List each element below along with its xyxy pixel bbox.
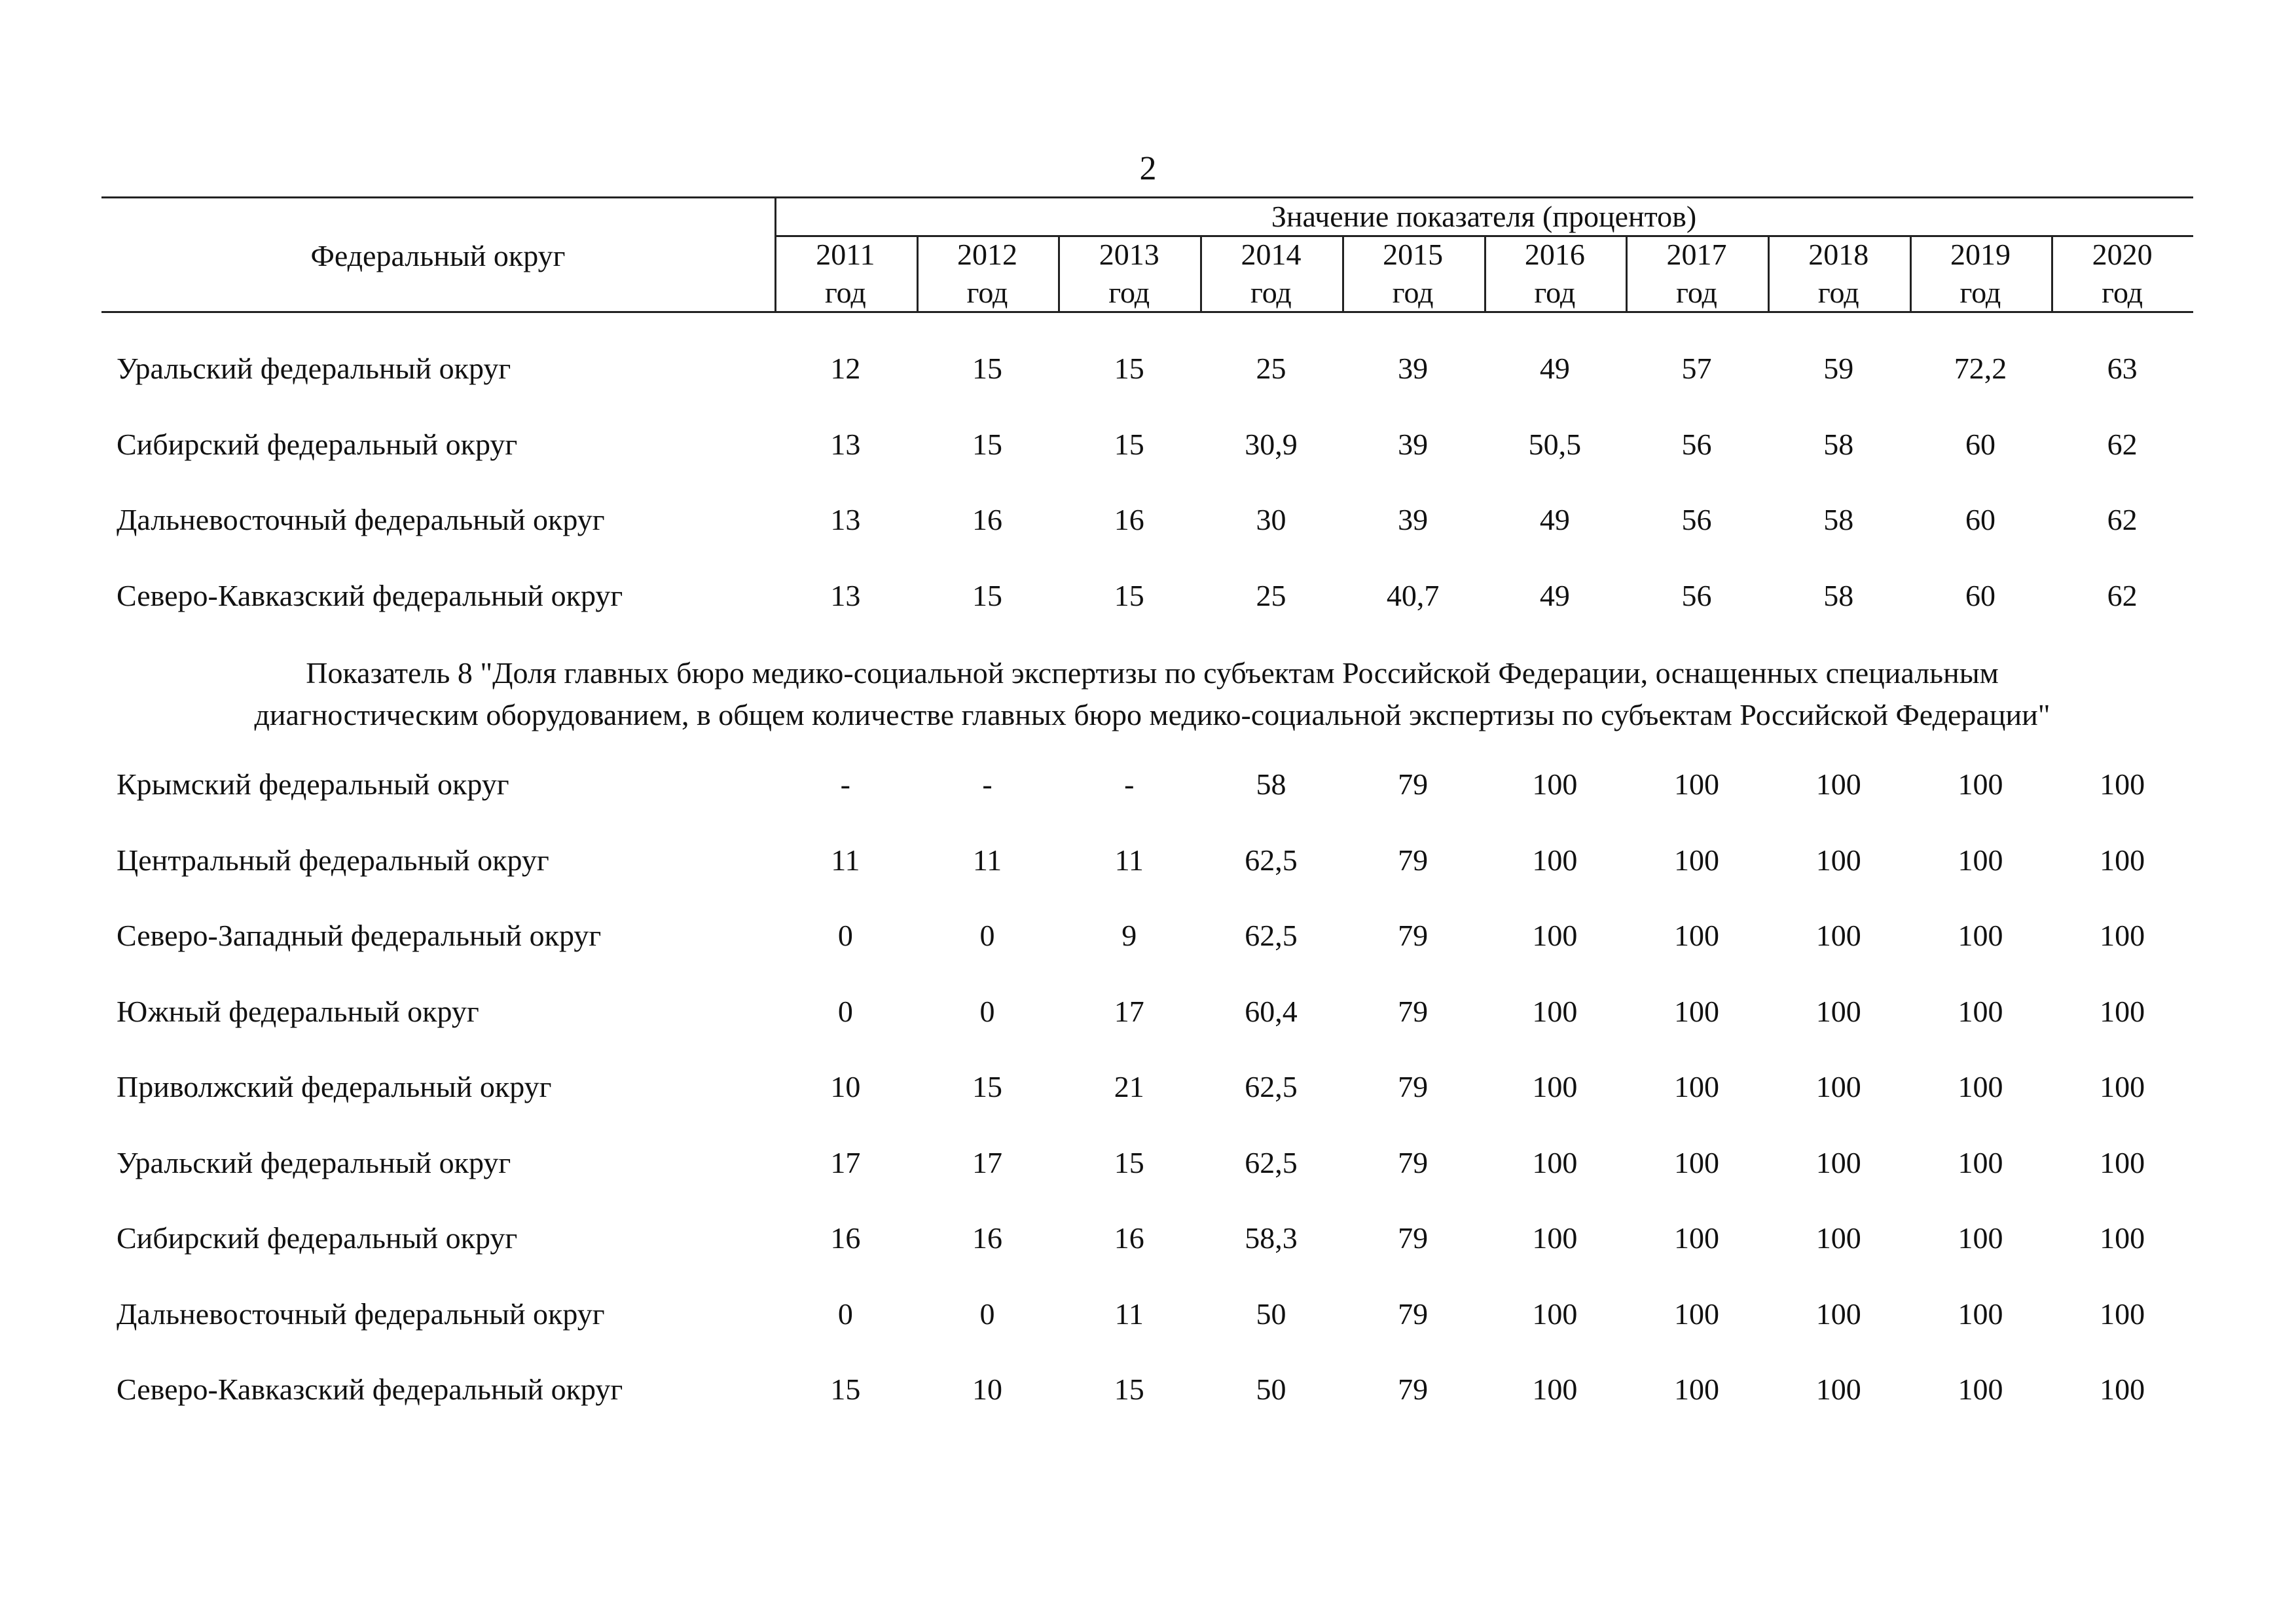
value-cell: 60,4 [1245,994,1298,1028]
table-row [0,1067,2296,1107]
value-cell: 11 [1114,843,1144,877]
value-cell: 79 [1398,843,1429,877]
value-cell: 30 [1256,503,1286,536]
value-cell: 59 [1823,352,1854,385]
value-cell: 39 [1398,503,1429,536]
district-name: Дальневосточный федеральный округ [117,1297,605,1331]
value-cell: 11 [1114,1297,1144,1331]
value-cell: 17 [830,1145,861,1179]
value-cell: 11 [831,843,860,877]
value-cell: 10 [972,1373,1003,1406]
value-cell: 100 [1674,767,1720,801]
value-cell: 39 [1398,427,1429,461]
year-column-divider [917,235,919,313]
value-cell: 15 [972,352,1003,385]
year-column-divider [1484,235,1486,313]
value-cell: 13 [830,427,861,461]
table-row [0,349,2296,388]
value-cell: - [1124,767,1135,801]
table-row [0,916,2296,955]
value-cell: 0 [979,919,995,952]
value-cell: 62,5 [1245,919,1298,952]
value-cell: 100 [1532,994,1578,1028]
value-cell: 15 [972,1070,1003,1103]
value-cell: 100 [1532,1373,1578,1406]
value-cell: 100 [1674,1145,1720,1179]
year-column-header [2051,236,2193,313]
table-row [0,500,2296,540]
value-cell: 100 [2100,1373,2145,1406]
value-cell: 0 [837,1297,853,1331]
year-unit-label: год [1959,276,2001,309]
value-cell: 100 [2100,919,2145,952]
district-name: Сибирский федеральный округ [117,427,518,461]
table-row [0,425,2296,464]
district-name: Северо-Кавказский федеральный округ [117,1373,623,1406]
value-cell: 79 [1398,994,1429,1028]
value-cell: 60 [1965,578,1995,612]
table-row [0,765,2296,804]
year-label: 2011 [816,238,875,271]
year-unit-label: год [824,276,866,309]
table-row [0,992,2296,1031]
value-cell: 100 [1958,1297,2003,1331]
district-name: Северо-Западный федеральный округ [117,919,602,952]
year-column-divider [1058,235,1060,313]
value-cell: 100 [1958,1373,2003,1406]
district-name: Сибирский федеральный округ [117,1221,518,1255]
value-cell: 15 [972,578,1003,612]
value-cell: 62,5 [1245,1070,1298,1103]
year-column-divider [1200,235,1202,313]
value-cell: 15 [972,427,1003,461]
value-cell: 100 [1674,1297,1720,1331]
value-cell: 17 [1114,994,1144,1028]
value-cell: 0 [837,919,853,952]
district-name: Центральный федеральный округ [117,843,549,877]
page-number: 2 [1139,150,1157,187]
value-cell: 9 [1121,919,1137,952]
year-column-header [1484,236,1626,313]
value-cell: 100 [2100,767,2145,801]
year-unit-label: год [1392,276,1434,309]
value-cell: 100 [1815,1145,1861,1179]
value-cell: 100 [2100,994,2145,1028]
value-cell: 100 [1674,843,1720,877]
value-cell: 56 [1681,578,1712,612]
year-column-divider [2051,235,2053,313]
value-cell: 50,5 [1528,427,1582,461]
year-column-header [1910,236,2052,313]
table-row [0,576,2296,616]
value-cell: 25 [1256,352,1286,385]
table-row [0,1143,2296,1183]
value-cell: 58,3 [1245,1221,1298,1255]
value-cell: 15 [1114,1145,1144,1179]
value-cell: 100 [2100,843,2145,877]
district-name: Уральский федеральный округ [117,1145,511,1179]
value-cell: 100 [1815,1373,1861,1406]
value-cell: 100 [2100,1221,2145,1255]
year-label: 2018 [1808,238,1869,271]
value-cell: 79 [1398,1145,1429,1179]
year-column-header [1342,236,1484,313]
year-column-header [1200,236,1342,313]
value-cell: 57 [1681,352,1712,385]
value-cell: 79 [1398,767,1429,801]
value-cell: 79 [1398,1373,1429,1406]
value-cell: 100 [1958,919,2003,952]
value-cell: 100 [1958,767,2003,801]
value-cell: 100 [2100,1145,2145,1179]
value-cell: 100 [1532,919,1578,952]
value-cell: 0 [979,994,995,1028]
year-label: 2014 [1241,238,1302,271]
table-row [0,1295,2296,1334]
value-cell: 56 [1681,503,1712,536]
value-cell: 100 [1815,1221,1861,1255]
value-cell: 100 [1532,767,1578,801]
value-cell: 49 [1539,578,1570,612]
value-cell: 50 [1256,1297,1286,1331]
year-column-header [1768,236,1910,313]
value-cell: 79 [1398,1070,1429,1103]
year-unit-label: год [1250,276,1292,309]
value-cell: 100 [1958,1145,2003,1179]
value-cell: 100 [2100,1070,2145,1103]
value-cell: 62,5 [1245,1145,1298,1179]
year-unit-label: год [1817,276,1859,309]
year-label: 2016 [1524,238,1585,271]
value-cell: 79 [1398,919,1429,952]
value-cell: 0 [837,994,853,1028]
year-column-header [774,236,917,313]
year-column-divider [1768,235,1770,313]
year-column-header [1626,236,1768,313]
indicator-8-title [105,652,2200,736]
value-cell: 58 [1256,767,1286,801]
year-label: 2015 [1383,238,1444,271]
value-cell: 100 [1532,1145,1578,1179]
indicator-8-title-line-2: диагностическим оборудованием, в общем количестве главных бюро медико-социальной экспертизы по субъектам Российской Федерации" [254,698,2050,731]
value-cell: 100 [1674,1070,1720,1103]
value-cell: 100 [1815,767,1861,801]
district-name: Уральский федеральный округ [117,352,511,385]
value-cell: - [840,767,850,801]
value-cell: 15 [1114,578,1144,612]
year-unit-label: год [1676,276,1717,309]
district-name: Северо-Кавказский федеральный округ [117,578,623,612]
year-column-divider [1910,235,1912,313]
value-cell: 79 [1398,1221,1429,1255]
district-name: Приволжский федеральный округ [117,1070,552,1103]
value-cell: 50 [1256,1373,1286,1406]
value-cell: 100 [1815,919,1861,952]
year-unit-label: год [1108,276,1150,309]
value-cell: 100 [1532,1221,1578,1255]
value-cell: 100 [1815,994,1861,1028]
value-cell: 60 [1965,427,1995,461]
value-cell: 62 [2107,578,2138,612]
value-cell: 15 [1114,352,1144,385]
value-cell: 79 [1398,1297,1429,1331]
value-cell: 56 [1681,427,1712,461]
table-row [0,841,2296,880]
value-cell: 62 [2107,503,2138,536]
value-cell: 100 [1958,1070,2003,1103]
value-cell: 100 [1674,1373,1720,1406]
year-unit-label: год [2102,276,2143,309]
value-cell: 15 [830,1373,861,1406]
value-cell: 16 [972,503,1003,536]
value-cell: 100 [1815,1297,1861,1331]
value-cell: 21 [1114,1070,1144,1103]
value-cell: 100 [1958,1221,2003,1255]
value-cell: 100 [1532,1297,1578,1331]
value-cell: 15 [1114,1373,1144,1406]
year-label: 2019 [1950,238,2011,271]
year-column-divider [1626,235,1628,313]
value-cell: 16 [830,1221,861,1255]
value-cell: 12 [830,352,861,385]
value-cell: 0 [979,1297,995,1331]
value-cell: 100 [1532,1070,1578,1103]
value-cell: 100 [1674,994,1720,1028]
value-cell: 17 [972,1145,1003,1179]
value-cell: 60 [1965,503,1995,536]
year-unit-label: год [1534,276,1576,309]
district-name: Крымский федеральный округ [117,767,509,801]
value-cell: 100 [1674,1221,1720,1255]
indicator-8-title-line-1: Показатель 8 "Доля главных бюро медико-социальной экспертизы по субъектам Российской Федерации, оснащенных специальным [306,656,1999,690]
value-cell: 16 [1114,503,1144,536]
year-label: 2013 [1099,238,1159,271]
value-cell: 40,7 [1386,578,1440,612]
year-column-divider [1342,235,1344,313]
value-cell: 72,2 [1954,352,2007,385]
value-cell: 100 [2100,1297,2145,1331]
year-column-header [917,236,1059,313]
value-cell: 100 [1958,994,2003,1028]
value-cell: 63 [2107,352,2138,385]
value-cell: 49 [1539,352,1570,385]
value-cell: 11 [972,843,1002,877]
district-column-header: Федеральный округ [310,239,566,272]
value-group-header: Значение показателя (процентов) [1271,200,1697,233]
value-cell: 100 [1532,843,1578,877]
value-cell: 16 [1114,1221,1144,1255]
value-cell: 62 [2107,427,2138,461]
table-row [0,1370,2296,1409]
value-cell: 100 [1674,919,1720,952]
table-row [0,1219,2296,1258]
year-column-header [1058,236,1200,313]
year-label: 2020 [2092,238,2153,271]
value-cell: - [982,767,993,801]
value-cell: 58 [1823,427,1854,461]
value-cell: 10 [830,1070,861,1103]
district-name: Дальневосточный федеральный округ [117,503,605,536]
value-cell: 100 [1815,843,1861,877]
value-cell: 100 [1815,1070,1861,1103]
value-cell: 15 [1114,427,1144,461]
value-cell: 100 [1958,843,2003,877]
value-cell: 13 [830,578,861,612]
value-cell: 30,9 [1245,427,1298,461]
year-label: 2017 [1666,238,1727,271]
year-unit-label: год [966,276,1008,309]
district-name: Южный федеральный округ [117,994,479,1028]
value-cell: 58 [1823,503,1854,536]
value-cell: 16 [972,1221,1003,1255]
value-cell: 25 [1256,578,1286,612]
value-cell: 13 [830,503,861,536]
value-cell: 49 [1539,503,1570,536]
year-label: 2012 [957,238,1018,271]
value-cell: 58 [1823,578,1854,612]
value-cell: 62,5 [1245,843,1298,877]
value-cell: 39 [1398,352,1429,385]
